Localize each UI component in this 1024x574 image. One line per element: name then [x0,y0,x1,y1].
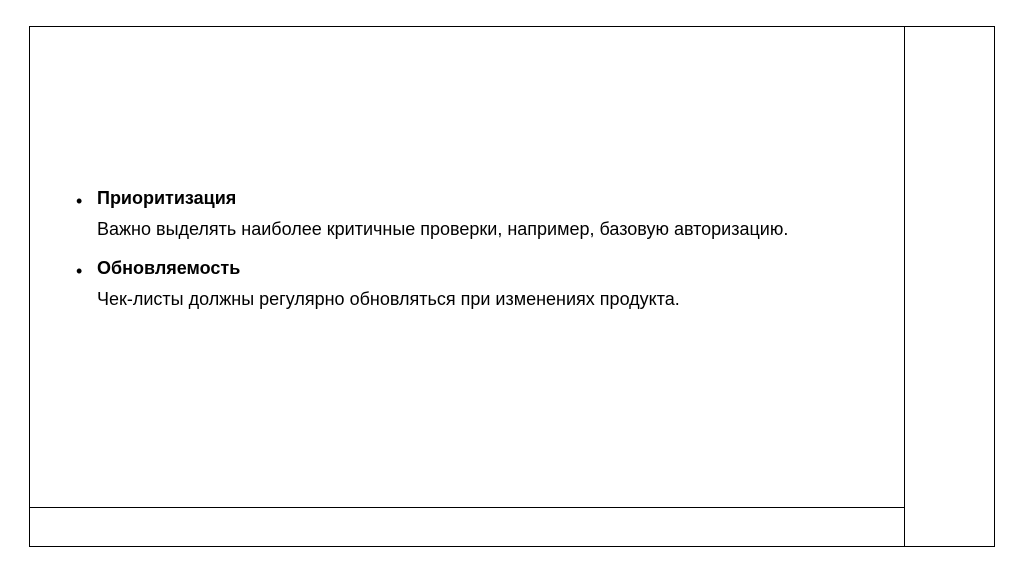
frame-right-divider [904,26,905,547]
bullet-item-prioritization [76,184,876,246]
bullet-text: Важно выделять наиболее критичные проверки, например, базовую авторизацию. [97,219,789,239]
bullet-title: Приоритизация [97,188,237,208]
frame-bottom-divider [29,507,905,508]
bullet-marker: • [76,261,83,281]
bullet-text: Чек-листы должны регулярно обновляться при изменениях продукта. [97,289,680,309]
bullet-marker: • [76,191,83,211]
slide-content [76,184,876,324]
bullet-item-updatability [76,254,876,316]
bullet-title: Обновляемость [97,258,241,278]
